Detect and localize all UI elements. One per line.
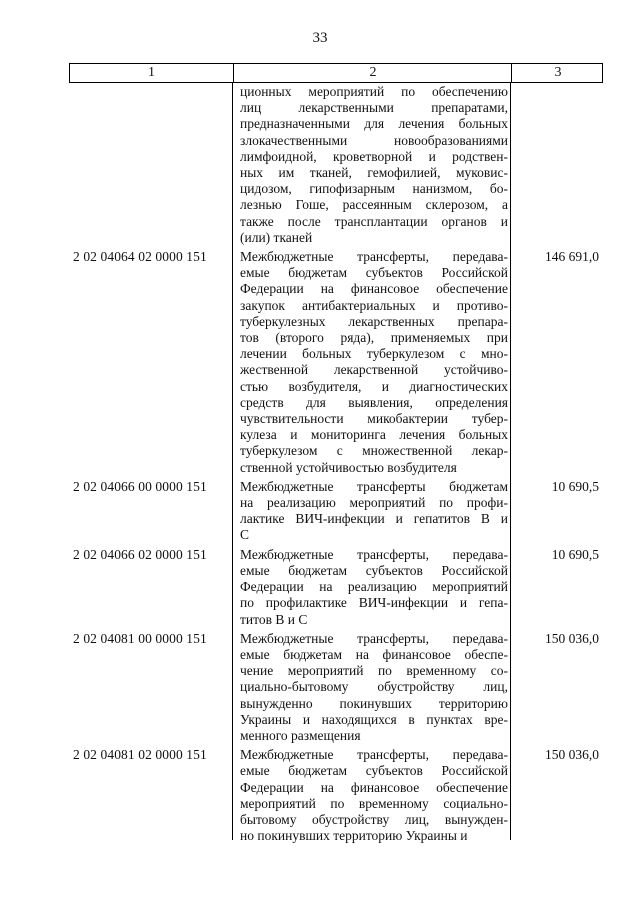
header-col-2: 2 [233, 64, 512, 82]
description-line: С [240, 527, 250, 543]
description-line: закупок антибактериальных и противо- [240, 297, 508, 313]
description-line: кулеза и мониторинга лечения больных [240, 427, 508, 443]
description-line: Федерации на финансовое обеспечение [240, 281, 508, 297]
row-amount: 150 036,0 [545, 630, 599, 646]
description-line: лимфоидной, кроветворной и родствен- [240, 148, 508, 164]
table-row [69, 249, 603, 476]
description-line: средств для выявления, определения [240, 394, 508, 410]
description-line: лиц лекарственными препаратами, [240, 100, 508, 116]
description-line: Украины и находящихся в пунктах вре- [240, 711, 508, 727]
description-line: туберкулезных лекарственных препара- [240, 313, 508, 329]
description-line: предназначенными для лечения больных [240, 116, 508, 132]
row-description [240, 631, 508, 744]
description-line: тов (второго ряда), применяемых при [240, 330, 508, 346]
description-line: ционных мероприятий по обеспечению [240, 84, 508, 99]
table-row [69, 479, 603, 544]
description-line: злокачественными новообразованиями [240, 132, 508, 148]
table-header [69, 63, 603, 83]
description-line: мероприятий по временному социально- [240, 795, 508, 811]
table-row [69, 84, 603, 246]
row-description [240, 479, 508, 544]
description-line: Межбюджетные трансферты, передава- [240, 249, 508, 265]
description-line: емые бюджетам субъектов Российской [240, 265, 508, 281]
row-amount: 150 036,0 [545, 747, 599, 763]
header-col-1: 1 [148, 65, 155, 80]
description-line: стью возбудителя, и диагностических [240, 378, 508, 394]
description-line: лечении больных туберкулезом с мно- [240, 346, 508, 362]
page-number: 33 [312, 30, 328, 46]
description-line: титов В и С [240, 611, 308, 627]
table-row [69, 747, 603, 844]
description-line: лактике ВИЧ-инфекции и гепатитов В и [240, 511, 508, 527]
table-row [69, 547, 603, 628]
row-description [240, 249, 508, 476]
header-col-3: 3 [511, 64, 604, 82]
row-amount: 10 690,5 [551, 478, 599, 494]
description-line: Межбюджетные трансферты бюджетам [240, 478, 508, 494]
row-amount: 10 690,5 [551, 546, 599, 562]
description-line: Федерации на финансовое обеспечение [240, 779, 508, 795]
description-line: емые бюджетам на финансовое обеспе- [240, 646, 508, 662]
description-line: Межбюджетные трансферты, передава- [240, 747, 508, 763]
description-line: лезнью Гоше, рассеянным склерозом, а [240, 197, 508, 213]
description-line: циально-бытовому обустройству лиц, [240, 679, 508, 695]
description-line: Межбюджетные трансферты, передава- [240, 546, 508, 562]
description-line: но покинувших территорию Украины и [240, 828, 468, 844]
description-line: чувствительности микобактерии тубер- [240, 411, 508, 427]
row-amount: 146 691,0 [545, 249, 599, 265]
description-line: Межбюджетные трансферты, передава- [240, 630, 508, 646]
budget-code: 2 02 04066 02 0000 151 [73, 546, 207, 562]
description-line: цидозом, гипофизарным нанизмом, бо- [240, 181, 508, 197]
description-line: жественной лекарственной устойчиво- [240, 362, 508, 378]
table-row [69, 631, 603, 744]
table-body [69, 84, 603, 844]
budget-code: 2 02 04064 02 0000 151 [73, 249, 207, 265]
description-line: емые бюджетам субъектов Российской [240, 562, 508, 578]
description-line: менного размещения [240, 727, 361, 743]
budget-code: 2 02 04066 00 0000 151 [73, 478, 207, 494]
description-line: чение мероприятий по временному со- [240, 663, 508, 679]
description-line: (или) тканей [240, 229, 313, 245]
description-line: вынужденно покинувших территорию [240, 695, 508, 711]
row-description [240, 547, 508, 628]
description-line: Федерации на реализацию мероприятий [240, 579, 508, 595]
row-description [240, 747, 508, 844]
row-description [240, 84, 508, 246]
description-line: на реализацию мероприятий по профи- [240, 495, 508, 511]
description-line: ных им тканей, гемофилией, муковис- [240, 165, 508, 181]
description-line: также после трансплантации органов и [240, 213, 508, 229]
description-line: ственной устойчивостью возбудителя [240, 459, 457, 475]
description-line: емые бюджетам субъектов Российской [240, 763, 508, 779]
description-line: туберкулезом с множественной лекар- [240, 443, 508, 459]
description-line: по профилактике ВИЧ-инфекции и гепа- [240, 595, 508, 611]
budget-code: 2 02 04081 02 0000 151 [73, 747, 207, 763]
description-line: бытовому обустройству лиц, вынужден- [240, 811, 508, 827]
budget-code: 2 02 04081 00 0000 151 [73, 630, 207, 646]
